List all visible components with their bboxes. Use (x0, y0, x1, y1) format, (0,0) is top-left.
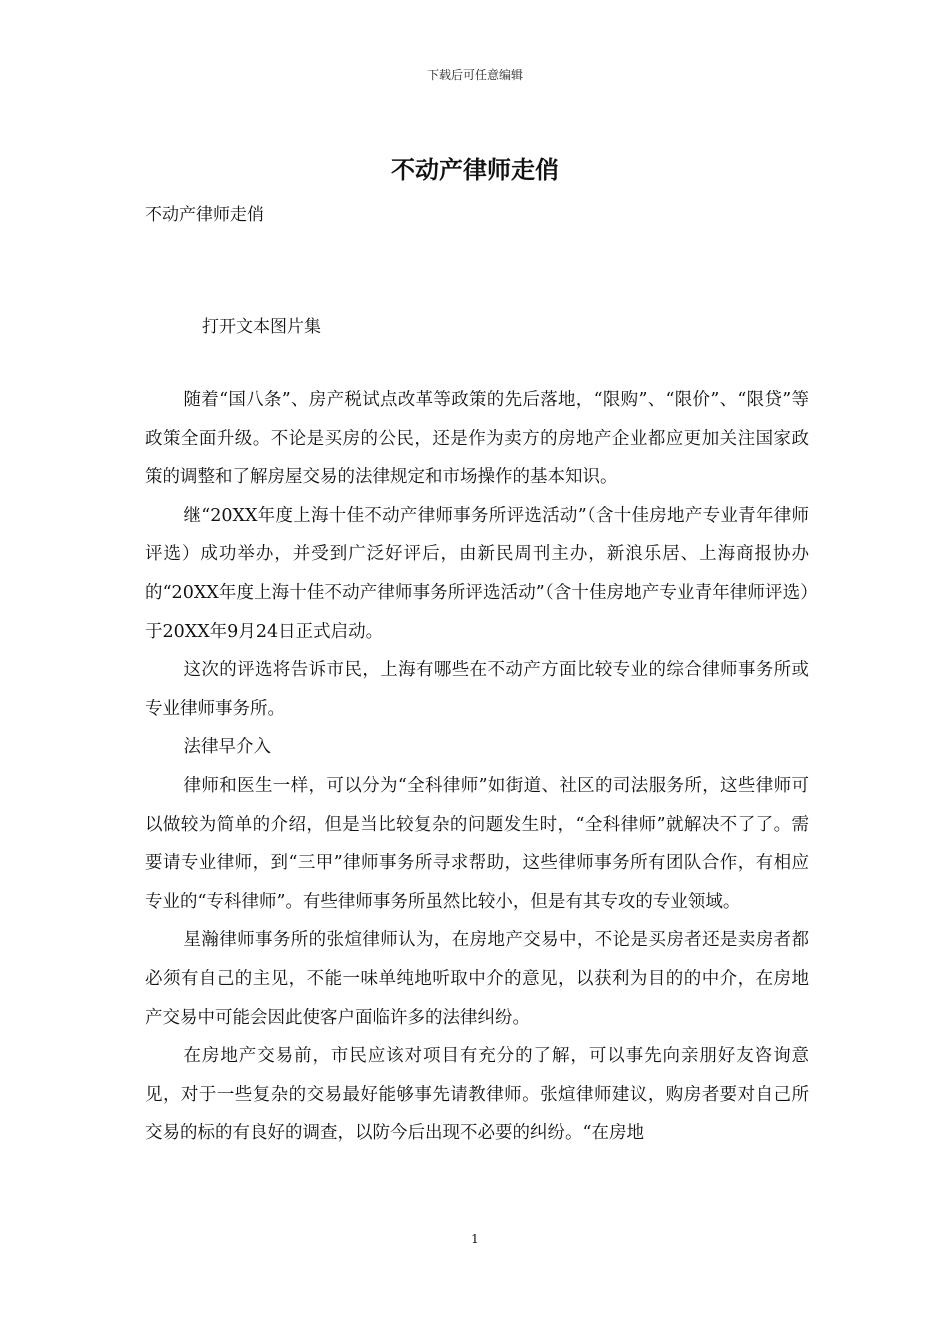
paragraph: 星瀚律师事务所的张煊律师认为，在房地产交易中，不论是买房者还是卖房者都必须有自己的主见，不能一味单纯地听取中介的意见，以获利为目的的中介，在房地产交易中可能会因此使客户面临许多的法律纠纷。 (145, 930, 809, 1028)
image-set-link[interactable]: 打开文本图片集 (202, 317, 321, 337)
paragraph: 继“20XX年度上海十佳不动产律师事务所评选活动”（含十佳房地产专业青年律师评选）成功举办，并受到广泛好评后，由新民周刊主办，新浪乐居、上海商报协办的“20XX年度上海十佳不动产律师事务所评选活动”（含十佳房地产专业青年律师评选）于20XX年9月24日正式启动。 (145, 505, 809, 642)
section-heading: 法律早介入 (183, 737, 271, 758)
document-title: 不动产律师走俏 (391, 155, 559, 184)
paragraph: 在房地产交易前，市民应该对项目有充分的了解，可以事先向亲朋好友咨询意见，对于一些复杂的交易最好能够事先请教律师。张煊律师建议，购房者要对自己所交易的标的有良好的调查，以防今后出现不必要的纠纷。“在房地 (145, 1046, 809, 1144)
page-header: 下载后可任意编辑 (426, 68, 523, 82)
paragraph: 这次的评选将告诉市民，上海有哪些在不动产方面比较专业的综合律师事务所或专业律师事务所。 (145, 660, 809, 719)
document-subtitle: 不动产律师走俏 (145, 205, 264, 225)
paragraph: 随着“国八条”、房产税试点改革等政策的先后落地，“限购”、“限价”、“限贷”等政策全面升级。不论是买房的公民，还是作为卖方的房地产企业都应更加关注国家政策的调整和了解房屋交易的法律规定和市场操作的基本知识。 (145, 390, 809, 488)
document-body (145, 381, 809, 1153)
page-number: 1 (471, 1232, 479, 1246)
paragraph: 律师和医生一样，可以分为“全科律师”如街道、社区的司法服务所，这些律师可以做较为简单的介绍，但是当比较复杂的问题发生时，“全科律师”就解决不了了。需要请专业律师，到“三甲”律师事务所寻求帮助，这些律师事务所有团队合作，有相应专业的“专科律师”。有些律师事务所虽然比较小，但是有其专攻的专业领域。 (145, 775, 809, 912)
